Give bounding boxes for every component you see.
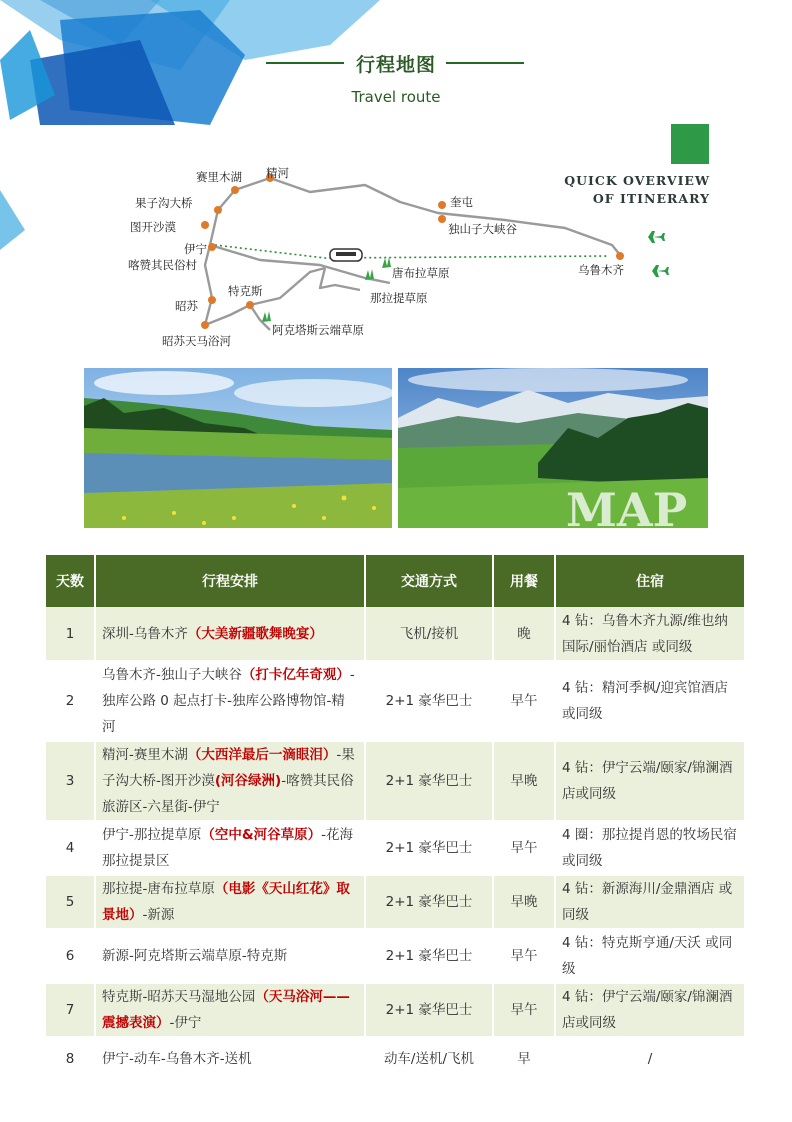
- map-label-dushanzi: 独山子大峡谷: [448, 222, 517, 236]
- route-highlight: （打卡亿年奇观）: [241, 667, 350, 683]
- route-highlight: （天马浴河——震撼表演）: [102, 989, 350, 1031]
- transport-cell: 2+1 豪华巴士: [365, 875, 493, 929]
- map-label-tekesi: 特克斯: [228, 284, 263, 298]
- day-cell: 8: [46, 1037, 95, 1081]
- route-map: [120, 150, 680, 360]
- table-row: [46, 1037, 744, 1081]
- map-label-guozigou: 果子沟大桥: [135, 196, 193, 210]
- route-cell: [95, 983, 365, 1037]
- route-highlight: （大西洋最后一滴眼泪）: [187, 747, 337, 763]
- map-label-kuitun: 奎屯: [450, 195, 473, 209]
- table-header-row: [46, 555, 744, 607]
- map-label-zhaosu-river: 昭苏天马浴河: [162, 334, 231, 348]
- route-cell: [95, 875, 365, 929]
- hotel-cell: 4 钻：精河季枫/迎宾馆酒店 或同级: [555, 661, 744, 741]
- hotel-cell: 4 钻：乌鲁木齐九源/维也纳国际/丽怡酒店 或同级: [555, 607, 744, 661]
- day-cell: 6: [46, 929, 95, 983]
- hotel-cell: 4 钻：特克斯亨通/天沃 或同级: [555, 929, 744, 983]
- transport-cell: 2+1 豪华巴士: [365, 929, 493, 983]
- table-row: [46, 661, 744, 741]
- plane-icon: [628, 231, 669, 277]
- route-text: 伊宁-动车-乌鲁木齐-送机: [102, 1051, 252, 1067]
- route-text-after: -果子沟大桥-图开沙漠: [102, 747, 355, 789]
- route-highlight-2: (河谷绿洲): [214, 773, 282, 789]
- day-cell: 3: [46, 741, 95, 821]
- table-row: [46, 929, 744, 983]
- route-text: 那拉提-唐布拉草原: [102, 881, 215, 897]
- route-text-after: -伊宁: [169, 1015, 202, 1031]
- route-text: 伊宁-那拉提草原: [102, 827, 202, 843]
- route-text-after: -独库公路 0 起点打卡-独库公路博物馆-精河: [102, 667, 355, 735]
- header-meal: 用餐: [493, 555, 555, 607]
- page-subtitle: Travel route: [351, 88, 441, 106]
- hotel-cell: /: [555, 1037, 744, 1081]
- hotel-cell: 4 钻：伊宁云端/颐家/锦澜酒店或同级: [555, 741, 744, 821]
- route-cell: [95, 929, 365, 983]
- route-text: 精河-赛里木湖: [102, 747, 188, 763]
- route-cell: [95, 661, 365, 741]
- photo-mountains-forest: [398, 368, 708, 528]
- table-row: [46, 741, 744, 821]
- day-cell: 2: [46, 661, 95, 741]
- hotel-cell: 4 钻：伊宁云端/颐家/锦澜酒店或同级: [555, 983, 744, 1037]
- table-row: [46, 607, 744, 661]
- day-cell: 7: [46, 983, 95, 1037]
- header-day: 天数: [46, 555, 95, 607]
- transport-cell: 2+1 豪华巴士: [365, 821, 493, 875]
- header-transport: 交通方式: [365, 555, 493, 607]
- meal-cell: 早晚: [493, 741, 555, 821]
- map-label-urumqi: 乌鲁木齐: [578, 263, 624, 277]
- hotel-cell: 4 钻：新源海川/金鼎酒店 或同级: [555, 875, 744, 929]
- meal-cell: 早午: [493, 821, 555, 875]
- map-label-tangbula: 唐布拉草原: [392, 266, 450, 280]
- day-cell: 5: [46, 875, 95, 929]
- map-label-nalati: 那拉提草原: [370, 291, 428, 305]
- transport-cell: 动车/送机/飞机: [365, 1037, 493, 1081]
- route-text: 深圳-乌鲁木齐: [102, 625, 188, 642]
- route-cell: [95, 1037, 365, 1081]
- transport-cell: 2+1 豪华巴士: [365, 983, 493, 1037]
- map-watermark-text: MAP: [566, 483, 688, 528]
- map-label-aketasi: 阿克塔斯云端草原: [272, 323, 364, 337]
- meal-cell: 早午: [493, 929, 555, 983]
- header-hotel: 住宿: [555, 555, 744, 607]
- photo-lake-meadow: [84, 368, 392, 528]
- transport-cell: 2+1 豪华巴士: [365, 741, 493, 821]
- route-text: 新源-阿克塔斯云端草原-特克斯: [102, 948, 288, 964]
- route-text-end: -喀赞其民俗旅游区-六星街-伊宁: [102, 773, 354, 815]
- meal-cell: 晚: [493, 607, 555, 661]
- route-text-after: -新源: [142, 907, 175, 923]
- meal-cell: 早午: [493, 983, 555, 1037]
- day-cell: 1: [46, 607, 95, 661]
- quick-overview-line2: OF ITINERARY: [592, 191, 710, 206]
- route-cell: [95, 821, 365, 875]
- route-cell: [95, 741, 365, 821]
- transport-cell: 飞机/接机: [365, 607, 493, 661]
- map-label-sailimu: 赛里木湖: [196, 170, 242, 184]
- page-title: 行程地图: [355, 54, 436, 76]
- route-text-after: -花海那拉提景区: [102, 827, 354, 869]
- route-highlight: （大美新疆歌舞晚宴）: [187, 625, 323, 642]
- transport-cell: 2+1 豪华巴士: [365, 661, 493, 741]
- meal-cell: 早午: [493, 661, 555, 741]
- table-row: [46, 875, 744, 929]
- map-label-tukai: 图开沙漠: [130, 220, 176, 234]
- itinerary-table: [46, 555, 744, 1082]
- route-text: 特克斯-昭苏天马湿地公园: [102, 989, 256, 1005]
- quick-overview-line1: QUICK OVERVIEW: [564, 173, 710, 188]
- map-label-yining: 伊宁: [184, 242, 207, 256]
- table-row: [46, 821, 744, 875]
- day-cell: 4: [46, 821, 95, 875]
- table-row: [46, 983, 744, 1037]
- map-label-jinghe: 精河: [266, 166, 289, 180]
- route-text: 乌鲁木齐-独山子大峡谷: [102, 667, 242, 683]
- map-label-zhaosu: 昭苏: [175, 299, 198, 313]
- meal-cell: 早晚: [493, 875, 555, 929]
- route-cell: [95, 607, 365, 661]
- route-highlight: （电影《天山红花》取景地）: [102, 881, 350, 923]
- header-route: 行程安排: [95, 555, 365, 607]
- hotel-cell: 4 圈：那拉提肖恩的牧场民宿或同级: [555, 821, 744, 875]
- map-label-kazan: 喀赞其民俗村: [128, 258, 197, 272]
- route-highlight: （空中&河谷草原）: [201, 827, 322, 843]
- train-icon: [330, 249, 362, 261]
- meal-cell: 早: [493, 1037, 555, 1081]
